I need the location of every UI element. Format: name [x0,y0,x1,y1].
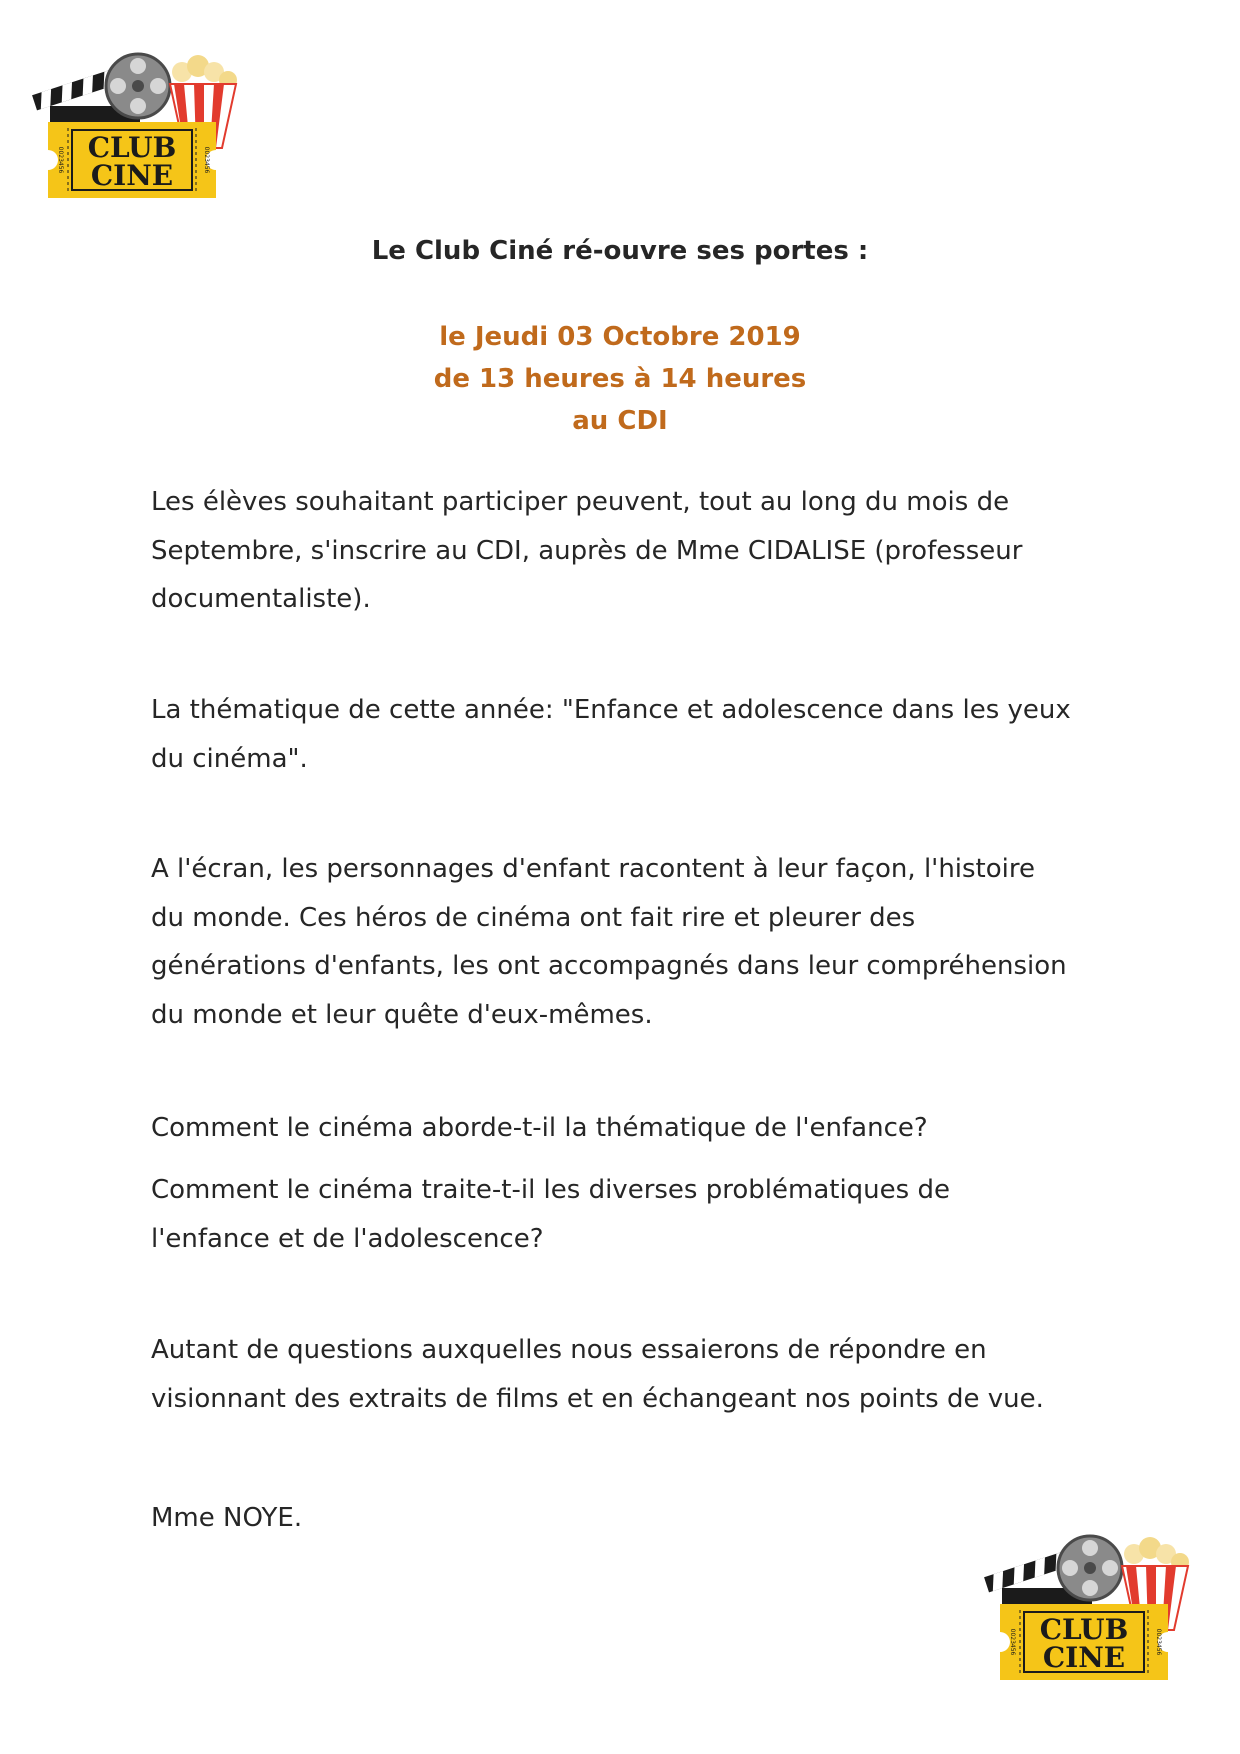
paragraph-description: A l'écran, les personnages d'enfant racontent à leur façon, l'histoire du monde. Ces héros de cinéma ont fait rire et pleurer des générations d'enfants, les ont accompagnés dans leur compréhension du monde et leur quête d'eux-mêmes. [151,854,1067,1030]
event-date: le Jeudi 03 Octobre 2019 [439,322,801,352]
logo-text-line1: CLUB [87,131,177,164]
event-place: au CDI [572,406,668,436]
paragraph-conclusion: Autant de questions auxquelles nous essaierons de répondre en visionnant des extraits de films et en échangeant nos points de vue. [151,1335,1044,1414]
club-cine-logo-bottom [984,1532,1224,1702]
paragraph-theme: La thématique de cette année: "Enfance et adolescence dans les yeux du cinéma". [151,695,1071,774]
logo-serial-right: 0023456 [1155,1628,1162,1656]
logo-text-line1: CLUB [1039,1613,1129,1646]
paragraph-question-1: Comment le cinéma aborde-t-il la thématique de l'enfance? [151,1113,928,1143]
paragraph-question-2: Comment le cinéma traite-t-il les diverses problématiques de l'enfance et de l'adolescence? [151,1175,950,1254]
logo-serial-left: 0023456 [57,146,64,174]
event-time: de 13 heures à 14 heures [433,364,807,394]
club-cine-logo-graphic [984,1532,1224,1702]
page-title: Le Club Ciné ré-ouvre ses portes : [371,236,869,266]
paragraph-registration: Les élèves souhaitant participer peuvent, tout au long du mois de Septembre, s'inscrire au CDI, auprès de Mme CIDALISE (professeur documentaliste). [151,487,1023,614]
event-schedule [0,316,1240,442]
club-cine-logo-top [32,50,272,220]
logo-serial-left: 0023456 [1009,1628,1016,1656]
logo-text-line2: CINE [1042,1641,1126,1674]
logo-serial-right: 0023456 [203,146,210,174]
logo-text-line2: CINE [90,159,174,192]
club-cine-logo-graphic [32,50,272,220]
signature: Mme NOYE. [151,1503,303,1533]
